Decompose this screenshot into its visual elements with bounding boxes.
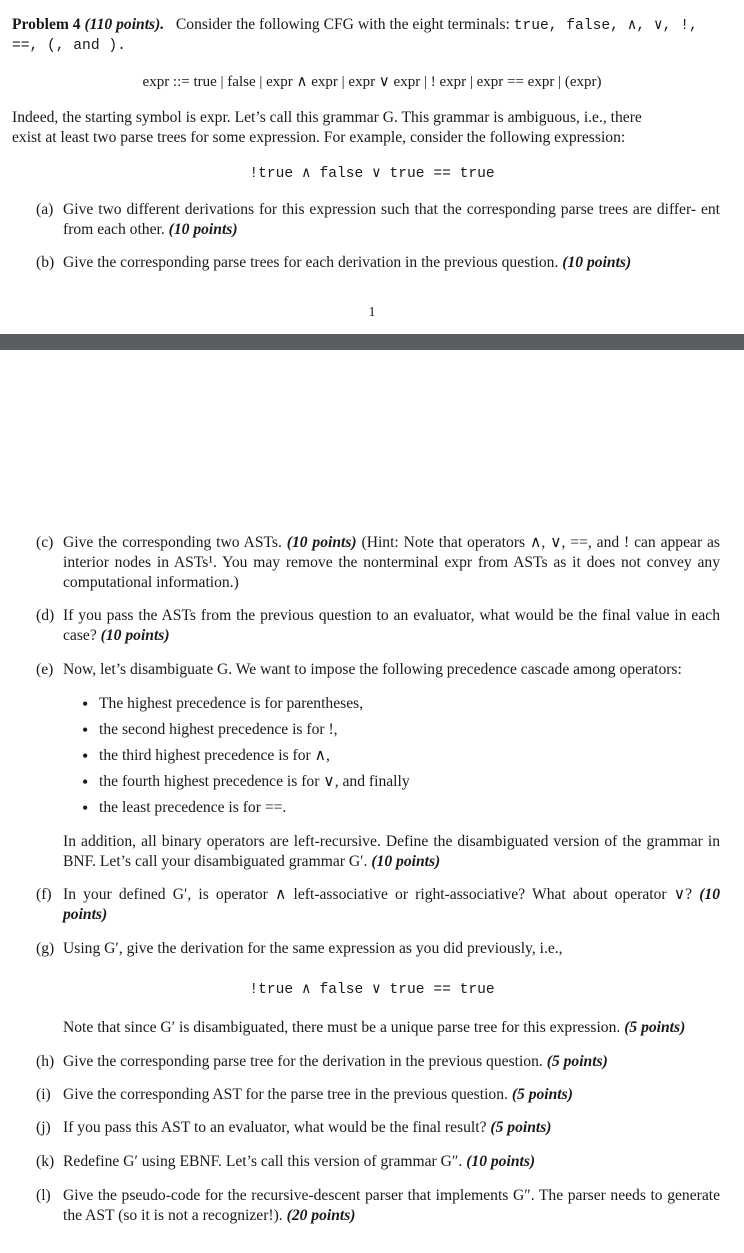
question-c-hint: (Hint: Note that operators ∧, ∨, ==, and ! can appear as interior nodes in ASTs¹. You may remove the nonterminal expr from ASTs as it does not convey any computational information.) — [63, 534, 720, 591]
question-f-label: (f) — [36, 886, 52, 903]
question-g-note — [63, 1018, 720, 1038]
question-g-note-text: Note that since G′ is disambiguated, there must be a unique parse tree for this expression. — [63, 1019, 621, 1036]
question-e-text: Now, let’s disambiguate G. We want to impose the following precedence cascade among operators: — [63, 661, 682, 678]
question-d-label: (d) — [36, 607, 55, 624]
precedence-item: • the fourth highest precedence is for ∨, and finally — [84, 772, 395, 792]
terminals-list: true, false, ∧, ∨, !, — [513, 18, 698, 34]
question-f-text: In your defined G′, is operator ∧ left-associative or right-associative? What about operator ∨? — [63, 886, 693, 903]
page-number: 1 — [368, 305, 376, 320]
question-b-label: (b) — [36, 254, 55, 271]
example-expression: !true ∧ false ∨ true == true — [249, 166, 495, 182]
problem-header — [12, 15, 732, 36]
question-h-text: Give the corresponding parse tree for the derivation in the previous question. — [63, 1053, 543, 1070]
question-j-text: If you pass this AST to an evaluator, what would be the final result? — [63, 1119, 487, 1136]
question-l-text: Give the pseudo-code for the recursive-descent parser that implements G″. The parser needs to generate the AST (so it is not a recognizer!). — [63, 1187, 720, 1224]
question-f-points: (10 points) — [63, 886, 720, 923]
question-e-label: (e) — [36, 661, 54, 678]
precedence-item: • the third highest precedence is for ∧, — [84, 746, 315, 766]
precedence-item: • The highest precedence is for parentheses, — [84, 694, 348, 714]
question-d-points: (10 points) — [100, 627, 170, 644]
question-g-label: (g) — [36, 940, 55, 957]
question-k-points: (10 points) — [466, 1153, 536, 1170]
question-a-text: Give two different derivations for this expression such that the corresponding parse trees are differ- ent from each other. — [63, 201, 720, 238]
precedence-item: • the least precedence is for ==. — [84, 798, 271, 818]
intro-line-1: Indeed, the starting symbol is expr. Let’s call this grammar G. This grammar is ambiguous, i.e., there — [12, 109, 642, 126]
question-l-points: (20 points) — [286, 1207, 356, 1224]
page-1 — [0, 0, 744, 335]
question-j-label: (j) — [36, 1119, 51, 1136]
question-e-followup-text: In addition, all binary operators are left-recursive. Define the disambiguated version of the grammar in BNF. Let’s call your disambiguated grammar G′. — [63, 833, 720, 870]
question-c-text: Give the corresponding two ASTs. — [63, 534, 282, 551]
question-i-label: (i) — [36, 1086, 51, 1103]
question-l-label: (l) — [36, 1187, 51, 1204]
question-a-points: (10 points) — [168, 221, 238, 238]
question-i-text: Give the corresponding AST for the parse tree in the previous question. — [63, 1086, 508, 1103]
question-g-text: Using G′, give the derivation for the same expression as you did previously, i.e., — [63, 940, 563, 957]
question-k-text: Redefine G′ using EBNF. Let’s call this version of grammar G″. — [63, 1153, 463, 1170]
question-b-text: Give the corresponding parse trees for each derivation in the previous question. — [63, 254, 559, 271]
page-separator — [0, 334, 744, 350]
question-e-points: (10 points) — [371, 853, 441, 870]
precedence-item: • the second highest precedence is for !, — [84, 720, 323, 740]
question-i-points: (5 points) — [511, 1086, 573, 1103]
question-d-text: If you pass the ASTs from the previous question to an evaluator, what would be the final value in each case? — [63, 607, 720, 644]
question-h-points: (5 points) — [546, 1053, 608, 1070]
expression-repeat: !true ∧ false ∨ true == true — [249, 982, 495, 998]
grammar-definition: expr ::= true | false | expr ∧ expr | expr ∨ expr | ! expr | expr == expr | (expr) — [142, 74, 602, 90]
question-g-points: (5 points) — [624, 1019, 686, 1036]
question-j-points: (5 points) — [490, 1119, 552, 1136]
question-b-points: (10 points) — [562, 254, 632, 271]
question-a-label: (a) — [36, 201, 54, 218]
terminals-list-cont: ==, (, and ). — [12, 38, 126, 54]
question-h-label: (h) — [36, 1053, 55, 1070]
question-c-label: (c) — [36, 534, 54, 551]
question-e-followup — [63, 832, 720, 872]
problem-points: (110 points). — [84, 16, 165, 33]
problem-title: Problem 4 — [12, 16, 81, 33]
question-c-points: (10 points) — [286, 534, 357, 551]
question-k-label: (k) — [36, 1153, 55, 1170]
page-2 — [0, 350, 744, 1253]
problem-intro: Consider the following CFG with the eight terminals: — [175, 16, 510, 33]
intro-line-2: exist at least two parse trees for some expression. For example, consider the following expression: — [12, 129, 626, 146]
